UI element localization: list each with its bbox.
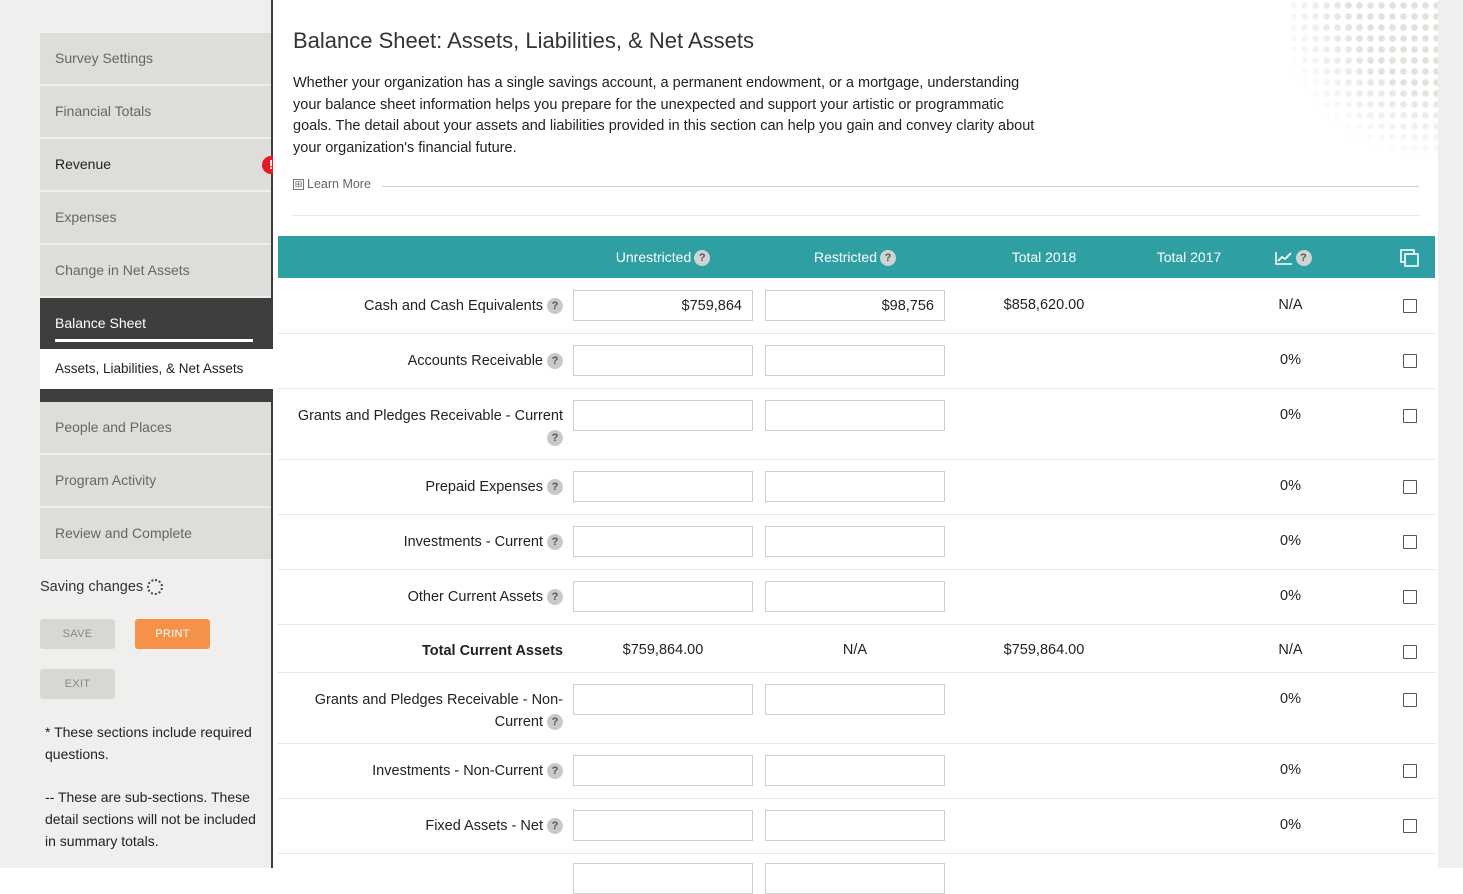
trend-value: N/A bbox=[1278, 297, 1303, 313]
table-row bbox=[278, 279, 1435, 334]
intro-text: Whether your organization has a single savings account, a permanent endowment, or a mortgage, understanding your balance sheet information helps you prepare for the unexpected and support your artistic or programmatic goals. The detail about your assets and liabilities provided in this section can help you gain and convey clarity about your organization's financial future. bbox=[293, 75, 1035, 156]
table-row bbox=[278, 570, 1435, 625]
row-label-text: Prepaid Expenses bbox=[425, 479, 543, 495]
row-label-text: Accounts Receivable bbox=[407, 353, 543, 369]
help-icon[interactable]: ? bbox=[547, 479, 563, 495]
comment-icon[interactable] bbox=[1403, 819, 1417, 833]
help-icon[interactable]: ? bbox=[547, 430, 563, 446]
sidebar-item-people-and-places[interactable]: People and Places bbox=[40, 402, 271, 455]
comment-icon[interactable] bbox=[1403, 299, 1417, 313]
unrestricted-input[interactable] bbox=[573, 526, 753, 557]
spinner-icon bbox=[147, 579, 163, 595]
header-restricted bbox=[765, 236, 945, 278]
comment-icon[interactable] bbox=[1403, 409, 1417, 423]
comment-icon[interactable] bbox=[1403, 480, 1417, 494]
header-label: Unrestricted bbox=[615, 249, 692, 265]
trend-value: 0% bbox=[1280, 352, 1301, 368]
header-unrestricted bbox=[573, 236, 753, 278]
active-underline bbox=[55, 339, 253, 342]
trend-value: 0% bbox=[1280, 478, 1301, 494]
expand-icon: ⊞ bbox=[294, 179, 303, 189]
exit-button[interactable]: EXIT bbox=[40, 669, 115, 699]
row-label-text: Other Current Assets bbox=[407, 589, 543, 605]
row-label bbox=[278, 405, 563, 449]
trend-value: N/A bbox=[1278, 642, 1303, 658]
note-required: * These sections include required questions. bbox=[45, 724, 252, 762]
row-label bbox=[278, 476, 563, 498]
table-row bbox=[278, 334, 1435, 389]
row-label bbox=[278, 760, 563, 782]
restricted-input[interactable] bbox=[765, 755, 945, 786]
row-label: Total Current Assets bbox=[422, 643, 563, 659]
trend-value: 0% bbox=[1280, 817, 1301, 833]
unrestricted-input[interactable] bbox=[573, 755, 753, 786]
table-header bbox=[278, 236, 1435, 278]
help-icon[interactable]: ? bbox=[1296, 250, 1312, 266]
divider bbox=[293, 215, 1419, 216]
sidebar-item-label: Balance Sheet bbox=[55, 315, 147, 331]
note-subsections: -- These are sub-sections. These detail sections will not be included in summary totals. bbox=[45, 789, 256, 849]
sidebar-item-survey-settings[interactable]: Survey Settings bbox=[40, 33, 271, 86]
restricted-input[interactable] bbox=[765, 290, 945, 321]
trend-chart-icon bbox=[1275, 251, 1293, 265]
right-margin bbox=[1438, 0, 1463, 868]
unrestricted-total: $759,864.00 bbox=[622, 642, 704, 658]
help-icon[interactable]: ? bbox=[694, 250, 710, 266]
sidebar-item-financial-totals[interactable]: Financial Totals bbox=[40, 86, 271, 139]
row-label-text: Fixed Assets - Net bbox=[425, 818, 543, 834]
restricted-input[interactable] bbox=[765, 581, 945, 612]
help-icon[interactable]: ? bbox=[547, 763, 563, 779]
row-label-text: Grants and Pledges Receivable - Current bbox=[297, 408, 563, 424]
comment-icon[interactable] bbox=[1403, 590, 1417, 604]
alert-icon: ! bbox=[262, 156, 280, 174]
sidebar-item-label: Revenue bbox=[55, 156, 112, 172]
unrestricted-input[interactable] bbox=[573, 400, 753, 431]
unrestricted-input[interactable] bbox=[573, 345, 753, 376]
table-row bbox=[278, 799, 1435, 854]
saving-status bbox=[40, 579, 163, 595]
trend-value: 0% bbox=[1280, 533, 1301, 549]
comment-icon[interactable] bbox=[1403, 764, 1417, 778]
unrestricted-input[interactable] bbox=[573, 684, 753, 715]
decorative-dots bbox=[1288, 0, 1438, 160]
comment-icon[interactable] bbox=[1403, 645, 1417, 659]
help-icon[interactable]: ? bbox=[547, 534, 563, 550]
section-nav bbox=[40, 33, 274, 561]
sidebar bbox=[0, 0, 273, 868]
sidebar-item-balance-sheet[interactable] bbox=[40, 298, 271, 349]
restricted-total: N/A bbox=[842, 642, 868, 658]
save-button[interactable]: SAVE bbox=[40, 619, 115, 649]
page-title: Balance Sheet: Assets, Liabilities, & Net Assets bbox=[293, 28, 755, 53]
table-row bbox=[278, 744, 1435, 799]
sidebar-item-revenue[interactable] bbox=[40, 139, 274, 192]
comment-icon[interactable] bbox=[1403, 535, 1417, 549]
row-label bbox=[278, 350, 563, 372]
trend-value: 0% bbox=[1280, 691, 1301, 707]
copy-icon[interactable] bbox=[1398, 236, 1422, 278]
help-icon[interactable]: ? bbox=[547, 589, 563, 605]
restricted-input[interactable] bbox=[765, 526, 945, 557]
print-button[interactable]: PRINT bbox=[135, 619, 210, 649]
learn-more-toggle[interactable] bbox=[293, 177, 371, 191]
restricted-input[interactable] bbox=[765, 810, 945, 841]
table-row-total bbox=[278, 625, 1435, 673]
row-label bbox=[278, 531, 563, 553]
header-trend bbox=[1263, 236, 1323, 278]
unrestricted-input[interactable] bbox=[573, 581, 753, 612]
help-icon[interactable]: ? bbox=[880, 250, 896, 266]
learn-more-label: Learn More bbox=[307, 177, 371, 191]
sidebar-item-review-and-complete[interactable]: Review and Complete bbox=[40, 508, 271, 561]
restricted-input[interactable] bbox=[765, 471, 945, 502]
restricted-input[interactable] bbox=[765, 345, 945, 376]
sidebar-item-change-in-net-assets[interactable]: Change in Net Assets bbox=[40, 245, 271, 298]
header-total-2018: Total 2018 bbox=[1011, 249, 1077, 265]
help-icon[interactable]: ? bbox=[547, 714, 563, 730]
divider bbox=[382, 186, 1419, 187]
sidebar-notes bbox=[45, 721, 270, 873]
help-icon[interactable]: ? bbox=[547, 353, 563, 369]
restricted-input[interactable] bbox=[765, 400, 945, 431]
table-row bbox=[278, 673, 1435, 744]
row-label bbox=[278, 295, 563, 317]
row-label bbox=[278, 586, 563, 608]
sidebar-item-program-activity[interactable]: Program Activity bbox=[40, 455, 271, 508]
saving-text: Saving changes bbox=[40, 579, 144, 595]
header-label: Restricted bbox=[813, 249, 878, 265]
trend-value: 0% bbox=[1280, 407, 1301, 423]
row-label-text: Investments - Current bbox=[403, 534, 543, 550]
row-label bbox=[298, 689, 563, 733]
row-label bbox=[278, 815, 563, 837]
unrestricted-input[interactable] bbox=[573, 471, 753, 502]
row-label-text: Grants and Pledges Receivable - Non-Current bbox=[314, 692, 563, 730]
table-row bbox=[278, 389, 1435, 460]
unrestricted-input[interactable] bbox=[573, 290, 753, 321]
trend-value: 0% bbox=[1280, 588, 1301, 604]
sidebar-item-expenses[interactable]: Expenses bbox=[40, 192, 271, 245]
unrestricted-input[interactable] bbox=[573, 810, 753, 841]
sidebar-subitem-assets-liabilities[interactable]: Assets, Liabilities, & Net Assets bbox=[40, 349, 273, 402]
trend-value: 0% bbox=[1280, 762, 1301, 778]
restricted-input[interactable] bbox=[765, 684, 945, 715]
row-label-text: Cash and Cash Equivalents bbox=[364, 298, 543, 314]
table-row bbox=[278, 460, 1435, 515]
comment-icon[interactable] bbox=[1403, 693, 1417, 707]
help-icon[interactable]: ? bbox=[547, 298, 563, 314]
header-total-2017: Total 2017 bbox=[1156, 249, 1222, 265]
total-2018-value: $759,864.00 bbox=[1003, 642, 1085, 658]
table-row bbox=[278, 515, 1435, 570]
row-label-text: Investments - Non-Current bbox=[372, 763, 543, 779]
comment-icon[interactable] bbox=[1403, 354, 1417, 368]
help-icon[interactable]: ? bbox=[547, 818, 563, 834]
total-2018-value: $858,620.00 bbox=[1003, 297, 1085, 313]
